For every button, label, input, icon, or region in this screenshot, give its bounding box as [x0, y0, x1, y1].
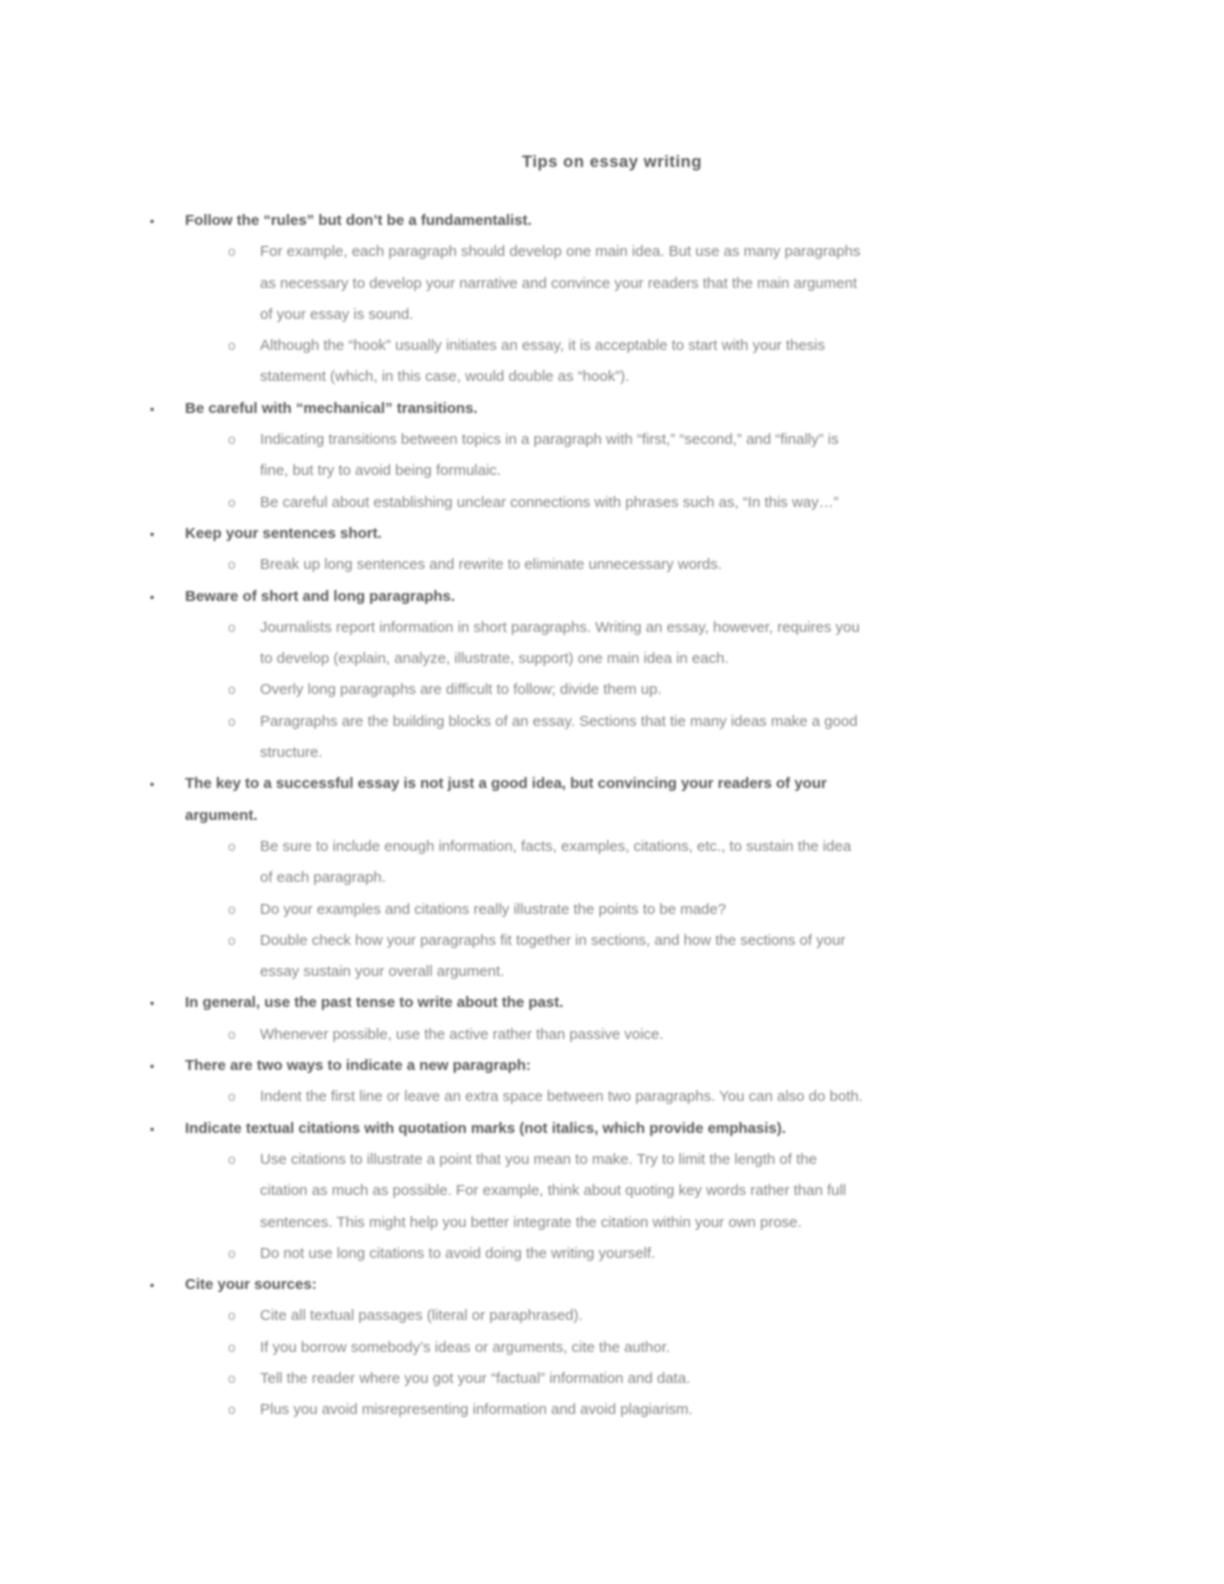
text-line: Tell the reader where you got your “factual” information and data. [260, 1369, 691, 1387]
sub-bullet-icon: o [228, 1339, 236, 1355]
text-line: The key to a successful essay is not just a good idea, but convincing your readers of your [185, 775, 827, 793]
text-line: Overly long paragraphs are difficult to follow; divide them up. [260, 681, 662, 699]
sub-bullet-icon: o [228, 901, 236, 917]
bullet-icon: ▪ [150, 996, 155, 1011]
tip-subpoint [228, 1144, 1090, 1238]
tip-subpoint [228, 674, 1090, 705]
text-line: Journalists report information in short paragraphs. Writing an essay, however, requires you [260, 618, 860, 636]
sub-bullet-icon: o [228, 713, 236, 729]
sub-bullet-icon: o [228, 338, 236, 354]
text-line: of each paragraph. [260, 869, 386, 887]
text-line: Break up long sentences and rewrite to eliminate unnecessary words. [260, 556, 722, 574]
sub-bullet-icon: o [228, 244, 236, 260]
tip-subpoints [185, 549, 1090, 580]
text-line: citation as much as possible. For example, think about quoting key words rather than full [260, 1182, 847, 1200]
sub-bullet-icon: o [228, 1402, 236, 1418]
tip-heading [185, 1050, 1090, 1081]
tip-subpoint [228, 236, 1090, 330]
bullet-icon: ▪ [150, 1278, 155, 1293]
tip-item [150, 768, 1090, 987]
text-line: Do your examples and citations really illustrate the points to be made? [260, 900, 727, 918]
tip-subpoints [185, 1081, 1090, 1112]
text-line: Paragraphs are the building blocks of an essay. Sections that tie many ideas make a good [260, 712, 858, 730]
tip-subpoint [228, 1081, 1090, 1112]
bullet-icon: ▪ [150, 526, 155, 541]
tip-heading [185, 1269, 1090, 1300]
text-line: Plus you avoid misrepresenting information and avoid plagiarism. [260, 1401, 693, 1419]
tip-subpoints [185, 612, 1090, 768]
tip-subpoint [228, 1363, 1090, 1394]
tip-heading [185, 987, 1090, 1018]
text-line: For example, each paragraph should develop one main idea. But use as many paragraphs [260, 243, 861, 261]
sub-bullet-icon: o [228, 1151, 236, 1167]
tip-item [150, 581, 1090, 769]
tip-subpoints [185, 1019, 1090, 1050]
tip-subpoints [185, 831, 1090, 987]
sub-bullet-icon: o [228, 619, 236, 635]
text-line: statement (which, in this case, would double as “hook”). [260, 368, 630, 386]
tip-subpoint [228, 330, 1090, 393]
bullet-icon: ▪ [150, 1121, 155, 1136]
text-line: Be careful about establishing unclear connections with phrases such as, “In this way…” [260, 493, 839, 511]
text-line: Follow the “rules” but don’t be a fundamentalist. [185, 212, 532, 229]
text-line: essay sustain your overall argument. [260, 963, 505, 981]
tip-heading [185, 393, 1090, 424]
text-line: of your essay is sound. [260, 305, 414, 323]
text-line: Indicating transitions between topics in a paragraph with “first,” “second,” and “finally” is [260, 431, 839, 449]
sub-bullet-icon: o [228, 1308, 236, 1324]
sub-bullet-icon: o [228, 838, 236, 854]
text-line: sentences. This might help you better integrate the citation within your own prose. [260, 1213, 802, 1231]
tip-subpoints [185, 1300, 1090, 1425]
tip-subpoint [228, 424, 1090, 487]
tip-subpoint [228, 549, 1090, 580]
tip-subpoints [185, 236, 1090, 392]
text-line: Although the “hook” usually initiates an essay, it is acceptable to start with your thesis [260, 337, 826, 355]
text-line: In general, use the past tense to write about the past. [185, 994, 564, 1012]
text-line: Cite all textual passages (literal or paraphrased). [260, 1307, 583, 1325]
sub-bullet-icon: o [228, 932, 236, 948]
tip-heading [185, 581, 1090, 612]
tip-heading [185, 768, 1090, 831]
sub-bullet-icon: o [228, 432, 236, 448]
text-line: Indicate textual citations with quotation marks (not italics, which provide emphasis). [185, 1119, 786, 1137]
tip-subpoint [228, 894, 1090, 925]
tip-item [150, 518, 1090, 581]
bullet-icon: ▪ [150, 401, 155, 416]
bullet-icon: ▪ [150, 777, 155, 792]
tip-subpoint [228, 1394, 1090, 1425]
text-line: as necessary to develop your narrative and convince your readers that the main argument [260, 274, 857, 292]
sub-bullet-icon: o [228, 682, 236, 698]
text-line: There are two ways to indicate a new paragraph: [185, 1057, 531, 1075]
sub-bullet-icon: o [228, 557, 236, 573]
text-line: Indent the first line or leave an extra space between two paragraphs. You can also do both. [260, 1088, 863, 1106]
bullet-icon: ▪ [150, 214, 155, 228]
text-line: Whenever possible, use the active rather than passive voice. [260, 1025, 664, 1043]
text-line: Cite your sources: [185, 1276, 317, 1294]
text-line: to develop (explain, analyze, illustrate, support) one main idea in each. [260, 650, 729, 668]
tip-item [150, 393, 1090, 518]
tip-subpoint [228, 1019, 1090, 1050]
tip-subpoint [228, 1300, 1090, 1331]
bullet-icon: ▪ [150, 589, 155, 604]
text-line: Keep your sentences short. [185, 524, 382, 542]
bullet-icon: ▪ [150, 1059, 155, 1074]
sub-bullet-icon: o [228, 1089, 236, 1105]
tip-item [150, 1113, 1090, 1269]
page-title: Tips on essay writing [521, 153, 703, 171]
tip-heading [185, 205, 1090, 236]
sub-bullet-icon: o [228, 1026, 236, 1042]
tip-subpoints [185, 424, 1090, 518]
tip-subpoint [228, 487, 1090, 518]
tip-subpoint [228, 925, 1090, 988]
tip-heading [185, 1113, 1090, 1144]
text-line: structure. [260, 744, 323, 762]
text-line: fine, but try to avoid being formulaic. [260, 462, 501, 480]
tip-subpoint [228, 831, 1090, 894]
text-line: Use citations to illustrate a point that you mean to make. Try to limit the length of the [260, 1150, 817, 1168]
tip-item [150, 1269, 1090, 1425]
tip-item [150, 205, 1090, 393]
tip-item [150, 987, 1090, 1050]
text-line: Be sure to include enough information, facts, examples, citations, etc., to sustain the idea [260, 837, 852, 855]
tip-subpoint [228, 1238, 1090, 1269]
tips-list [150, 205, 1224, 1426]
tip-item [150, 1050, 1090, 1113]
tip-subpoints [185, 1144, 1090, 1269]
tip-subpoint [228, 612, 1090, 675]
tip-subpoint [228, 1332, 1090, 1363]
sub-bullet-icon: o [228, 494, 236, 510]
tip-heading [185, 518, 1090, 549]
text-line: Double check how your paragraphs fit together in sections, and how the sections of your [260, 931, 846, 949]
sub-bullet-icon: o [228, 1245, 236, 1261]
text-line: Beware of short and long paragraphs. [185, 587, 456, 605]
tip-subpoint [228, 706, 1090, 769]
text-line: If you borrow somebody’s ideas or arguments, cite the author. [260, 1338, 670, 1356]
text-line: Do not use long citations to avoid doing the writing yourself. [260, 1244, 656, 1262]
sub-bullet-icon: o [228, 1370, 236, 1386]
text-line: argument. [185, 806, 258, 824]
text-line: Be careful with “mechanical” transitions. [185, 399, 478, 417]
